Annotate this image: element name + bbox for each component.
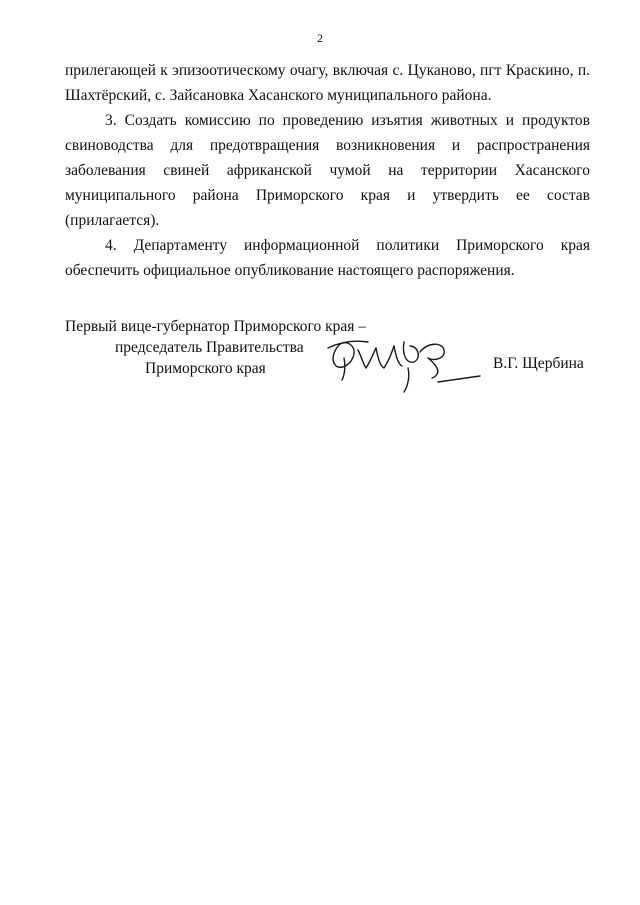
document-body [65, 58, 590, 283]
signer-title-line-1: Первый вице-губернатор Приморского края – [65, 318, 367, 335]
paragraph-item-4: 4. Департаменту информационной политики Приморского края обеспечить официальное опубликование настоящего распоряжения. [65, 237, 590, 279]
paragraph-continuation: прилегающей к эпизоотическому очагу, включая с. Цуканово, пгт Краскино, п. Шахтёрский, с. Зайсановка Хасанского муниципального района. [65, 62, 590, 104]
signer-title-line-3: Приморского края [145, 360, 266, 377]
paragraph-item-3: 3. Создать комиссию по проведению изъятия животных и продуктов свиноводства для предотвращения возникновения и распространения заболевания свиней африканской чумой на территории Хасанского муниципального района Приморского края и утвердить ее состав (прилагается). [65, 112, 590, 229]
signer-title-line-2: председатель Правительства [115, 339, 304, 356]
page-number: 2 [317, 31, 323, 45]
handwritten-signature [318, 328, 488, 398]
signer-name: В.Г. Щербина [493, 355, 584, 372]
